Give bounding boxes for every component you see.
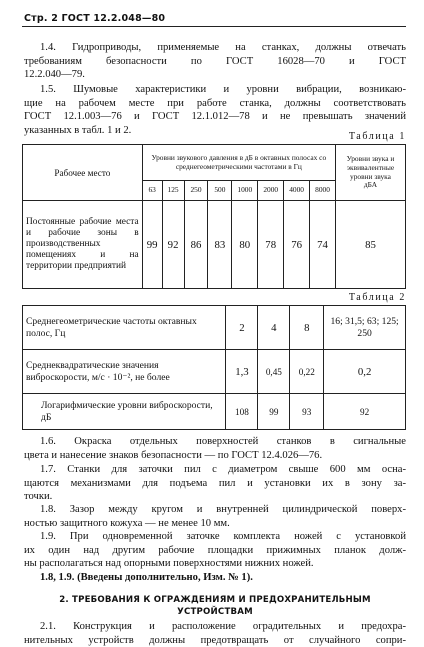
header-rule (22, 26, 406, 27)
text-line: требованиям безопасности по ГОСТ 16028—70 и ГОСТ (24, 55, 406, 67)
table-cell: 76 (284, 201, 310, 289)
table-cell: 99 (142, 201, 162, 289)
table-cell: 92 (162, 201, 184, 289)
text-line: ностью защитного кожуха — не менее 10 мм. (24, 517, 230, 529)
paragraph-1-8 (24, 503, 406, 530)
text-line: нительных устройств должны предотвращать от случайного сопри- (24, 634, 406, 646)
paragraph-1-4 (24, 41, 406, 82)
table-1 (22, 144, 406, 289)
table-2-row-label: Логарифмические уровни виброскорости, дБ (23, 394, 226, 430)
text-line: цвета и нанесение знаков безопасности — по ГОСТ 12.4.026—76. (24, 449, 323, 461)
table-row (23, 394, 406, 430)
table-cell: 2 (226, 306, 258, 350)
text-line: 1.8, 1.9. (Введены дополнительно, Изм. № 1). (40, 572, 253, 583)
table-cell: 92 (324, 394, 406, 430)
section-2-heading (24, 594, 406, 618)
text-line: щие на рабочем месте при работе станка, должны соответствовать (24, 97, 406, 109)
text-line: 1.5. Шумовые характеристики и уровни вибрации, возникаю- (40, 84, 406, 95)
table-1-header-sound-level: Уровни звука и эквивалентные уровни звука дБА (335, 145, 405, 201)
table-cell: 99 (258, 394, 290, 430)
table-cell: 74 (310, 201, 336, 289)
table-cell: 83 (208, 201, 232, 289)
text-line: 1.8. Зазор между кругом и внутренней цилиндрической поверх- (40, 504, 406, 515)
table-1-header-workplace: Рабочее место (23, 145, 143, 201)
text-line: ны располагаться над опорными поверхностями нижних ножей. (24, 558, 314, 570)
page-header: Стр. 2 ГОСТ 12.2.048—80 (24, 13, 166, 24)
paragraph-1-6 (24, 435, 406, 462)
table-cell: 1000 (232, 181, 258, 201)
table-cell: 0,2 (324, 350, 406, 394)
table-cell: 85 (335, 201, 405, 289)
text-line: 2.1. Конструкция и расположение оградительных и предохра- (40, 621, 406, 632)
table-cell: 500 (208, 181, 232, 201)
table-cell: 63 (142, 181, 162, 201)
text-line: точки. (24, 491, 53, 503)
table-cell: 8 (290, 306, 324, 350)
table-1-header-levels: Уровни звукового давления в дБ в октавных полосах со среднегеометрическими частотами в Гц (142, 145, 335, 181)
table-2-row-label: Среднегеометрические частоты октавных полос, Гц (23, 306, 226, 350)
table-cell: 80 (232, 201, 258, 289)
table-cell: 1,3 (226, 350, 258, 394)
table-1-caption: Таблица 1 (348, 131, 406, 142)
table-2 (22, 305, 406, 430)
table-cell: 250 (184, 181, 208, 201)
text-line: УСТРОЙСТВАМ (177, 607, 253, 617)
table-2-caption: Таблица 2 (348, 292, 406, 303)
text-line: 1.7. Станки для заточки пил с диаметром свыше 600 мм осна- (40, 464, 406, 475)
paragraph-1-7 (24, 463, 406, 504)
text-line: 1.9. При одновременной заточке комплекта ножей с установкой (40, 531, 406, 542)
text-line: 1.4. Гидроприводы, применяемые на станках, должны отвечать (40, 42, 406, 53)
table-row (23, 201, 406, 289)
text-line: 1.6. Окраска отдельных поверхностей станков в сигнальные (40, 436, 406, 447)
table-cell: 8000 (310, 181, 336, 201)
table-cell: 16; 31,5; 63; 125; 250 (324, 306, 406, 350)
table-cell: 2000 (258, 181, 284, 201)
table-cell: 108 (226, 394, 258, 430)
amendment-note (24, 571, 406, 585)
table-row (23, 306, 406, 350)
table-cell: 0,22 (290, 350, 324, 394)
table-cell: 86 (184, 201, 208, 289)
table-cell: 125 (162, 181, 184, 201)
paragraph-1-9 (24, 530, 406, 571)
text-line: 2. ТРЕБОВАНИЯ К ОГРАЖДЕНИЯМ И ПРЕДОХРАНИТЕЛЬНЫМ (59, 595, 371, 605)
table-2-row-label: Среднеквадратические значения виброскорости, м/с · 10⁻², не более (23, 350, 226, 394)
text-line: их один над другим рабочие площадки прижимных планок долж- (24, 544, 406, 556)
text-line: указанных в табл. 1 и 2. (24, 124, 132, 136)
table-1-row-label: Постоянные рабочие места и рабочие зоны в производственных помещениях и на территории предприятий (23, 201, 143, 289)
table-cell: 4 (258, 306, 290, 350)
text-line: щаются механизмами для подъема пил и установки их в зону за- (24, 477, 406, 489)
table-cell: 78 (258, 201, 284, 289)
table-cell: 93 (290, 394, 324, 430)
paragraph-2-1 (24, 620, 406, 647)
text-line: ГОСТ 12.1.003—76 и ГОСТ 12.1.012—78 и не превышать значений (24, 111, 406, 123)
text-line: 12.2.040—79. (24, 69, 85, 81)
table-cell: 0,45 (258, 350, 290, 394)
table-row (23, 350, 406, 394)
table-cell: 4000 (284, 181, 310, 201)
paragraph-1-5 (24, 83, 406, 137)
